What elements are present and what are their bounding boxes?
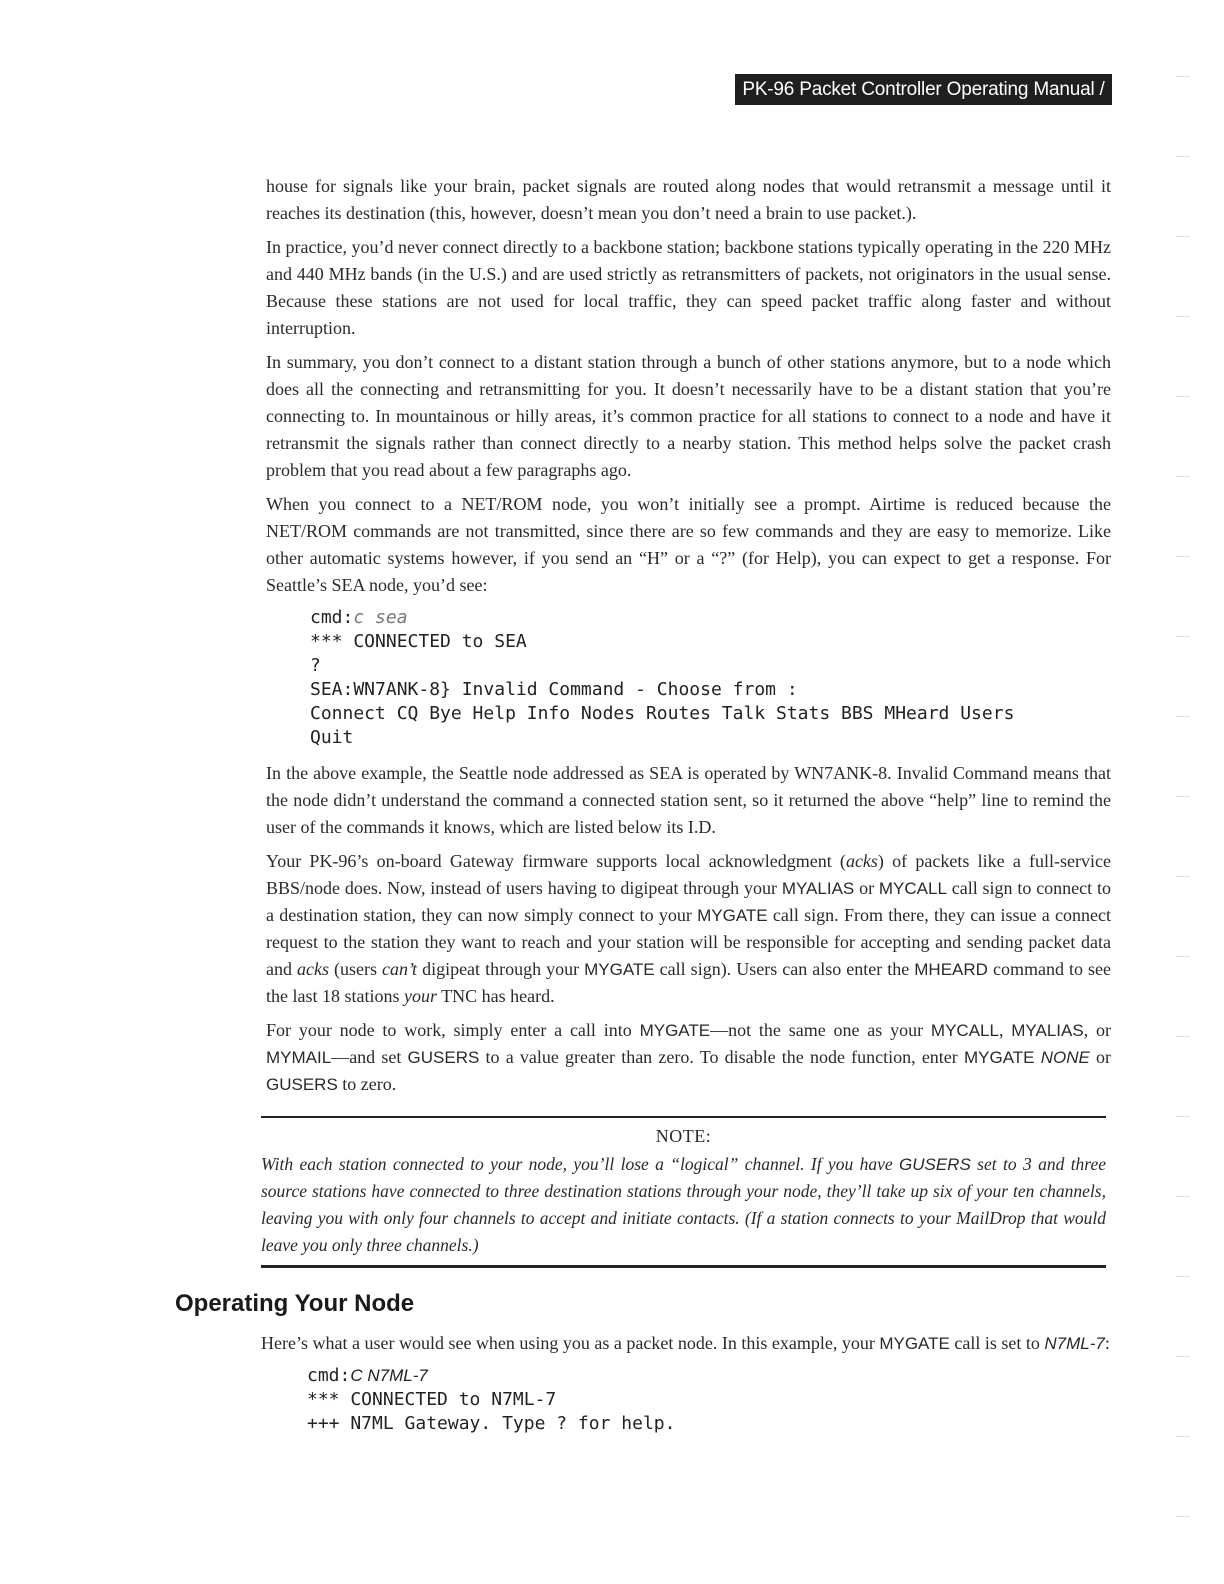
code-line: Connect CQ Bye Help Info Nodes Routes Talk Stats BBS MHeard Users xyxy=(310,703,1015,724)
note-text: With each station connected to your node, you’ll lose a “logical” channel. If you have GUSERS set to 3 and three source stations have connected to three destination stations through your node, they’ll take up six of your ten channels, leaving you with only four channels to accept and initiate contacts. (If a station connects to your MailDrop that would leave you only three channels.) xyxy=(261,1154,1107,1255)
code-line: SEA:WN7ANK-8} Invalid Command - Choose from : xyxy=(310,679,798,700)
body-text xyxy=(261,173,1112,1268)
code-example-gateway xyxy=(307,1364,1111,1436)
header-title: PK-96 Packet Controller Operating Manual / xyxy=(742,79,1105,100)
margin-tick xyxy=(1176,236,1190,237)
code-line: cmd:c sea xyxy=(310,607,408,628)
code-line: ? xyxy=(310,655,321,676)
margin-tick xyxy=(1176,156,1190,157)
margin-tick xyxy=(1176,476,1190,477)
margin-tick xyxy=(1176,316,1190,317)
margin-tick xyxy=(1176,396,1190,397)
paragraph-7: For your node to work, simply enter a call into MYGATE—not the same one as your MYCALL, MYALIAS, or MYMAIL—and set GUSERS to a value greater than zero. To disable the node function, enter MYGATE NONE or GUSERS to zero. xyxy=(266,1020,1112,1094)
typed-command: c sea xyxy=(353,607,408,628)
margin-tick xyxy=(1176,1356,1190,1357)
paragraph-5: In the above example, the Seattle node addressed as SEA is operated by WN7ANK-8. Invalid Command means that the node didn’t understand the command a connected station sent, so it returned the above “help” line to remind the user of the commands it knows, which are listed below its I.D. xyxy=(266,763,1111,837)
margin-tick xyxy=(1176,1436,1190,1437)
margin-tick xyxy=(1176,1036,1190,1037)
margin-tick xyxy=(1176,716,1190,717)
margin-tick xyxy=(1176,956,1190,957)
margin-tick xyxy=(1176,636,1190,637)
paragraph-3: In summary, you don’t connect to a distant station through a bunch of other stations anymore, but to a node which does all the connecting and retransmitting for you. It doesn’t necessarily have to be a distant station that you’re connecting to. In mountainous or hilly areas, it’s common practice for all stations to connect to a node and have it retransmit the signals rather than connect directly to a nearby station. This method helps solve the packet crash problem that you read about a few paragraphs ago. xyxy=(266,352,1111,480)
section-body xyxy=(261,1330,1111,1446)
margin-tick xyxy=(1176,76,1190,77)
margin-tick xyxy=(1176,796,1190,797)
code-line: cmd:C N7ML-7 xyxy=(307,1365,428,1386)
margin-tick xyxy=(1176,876,1190,877)
running-header xyxy=(735,74,1112,131)
code-line: Quit xyxy=(310,727,354,748)
code-line: *** CONNECTED to SEA xyxy=(310,631,527,652)
typed-command: C N7ML-7 xyxy=(350,1366,428,1385)
paragraph-2: In practice, you’d never connect directly to a backbone station; backbone stations typically operating in the 220 MHz and 440 MHz bands (in the U.S.) and are used strictly as retransmitters of packets, not originators in the usual sense. Because these stations are not used for local traffic, they can speed packet traffic along faster and without interruption. xyxy=(266,237,1111,338)
code-example-sea xyxy=(310,606,1111,750)
code-line: +++ N7ML Gateway. Type ? for help. xyxy=(307,1413,676,1434)
margin-tick xyxy=(1176,1516,1190,1517)
section-paragraph: Here’s what a user would see when using you as a packet node. In this example, your MYGATE call is set to N7ML-7: xyxy=(261,1333,1110,1353)
margin-tick xyxy=(1176,1196,1190,1197)
paragraph-4: When you connect to a NET/ROM node, you won’t initially see a prompt. Airtime is reduced because the NET/ROM commands are not transmitted, since there are so few commands and they are easy to memorize. Like other automatic systems however, if you send an “H” or a “?” (for Help), you can expect to get a response. For Seattle’s SEA node, you’d see: xyxy=(266,494,1111,595)
margin-tick xyxy=(1176,1276,1190,1277)
code-line: *** CONNECTED to N7ML-7 xyxy=(307,1389,557,1410)
paragraph-1: house for signals like your brain, packet signals are routed along nodes that would retransmit a message until it reaches its destination (this, however, doesn’t mean you don’t need a brain to use packet.). xyxy=(266,176,1111,223)
section-heading: Operating Your Node xyxy=(175,1290,415,1317)
margin-tick xyxy=(1176,556,1190,557)
note-box xyxy=(261,1116,1106,1268)
page-number: 87 xyxy=(913,110,934,131)
note-title: NOTE: xyxy=(655,1126,712,1146)
paragraph-6: Your PK-96’s on-board Gateway firmware supports local acknowledgment (acks) of packets like a full-service BBS/node does. Now, instead of users having to digipeat through your MYALIAS or MYCALL call sign to connect to a destination station, they can now simply connect to your MYGATE call sign. From there, they can issue a connect request to the station they want to reach and your station will be responsible for accepting and sending packet data and acks (users can’t digipeat through your MYGATE call sign). Users can also enter the MHEARD command to see the last 18 stations your TNC has heard. xyxy=(266,851,1112,1006)
margin-tick xyxy=(1176,1116,1190,1117)
